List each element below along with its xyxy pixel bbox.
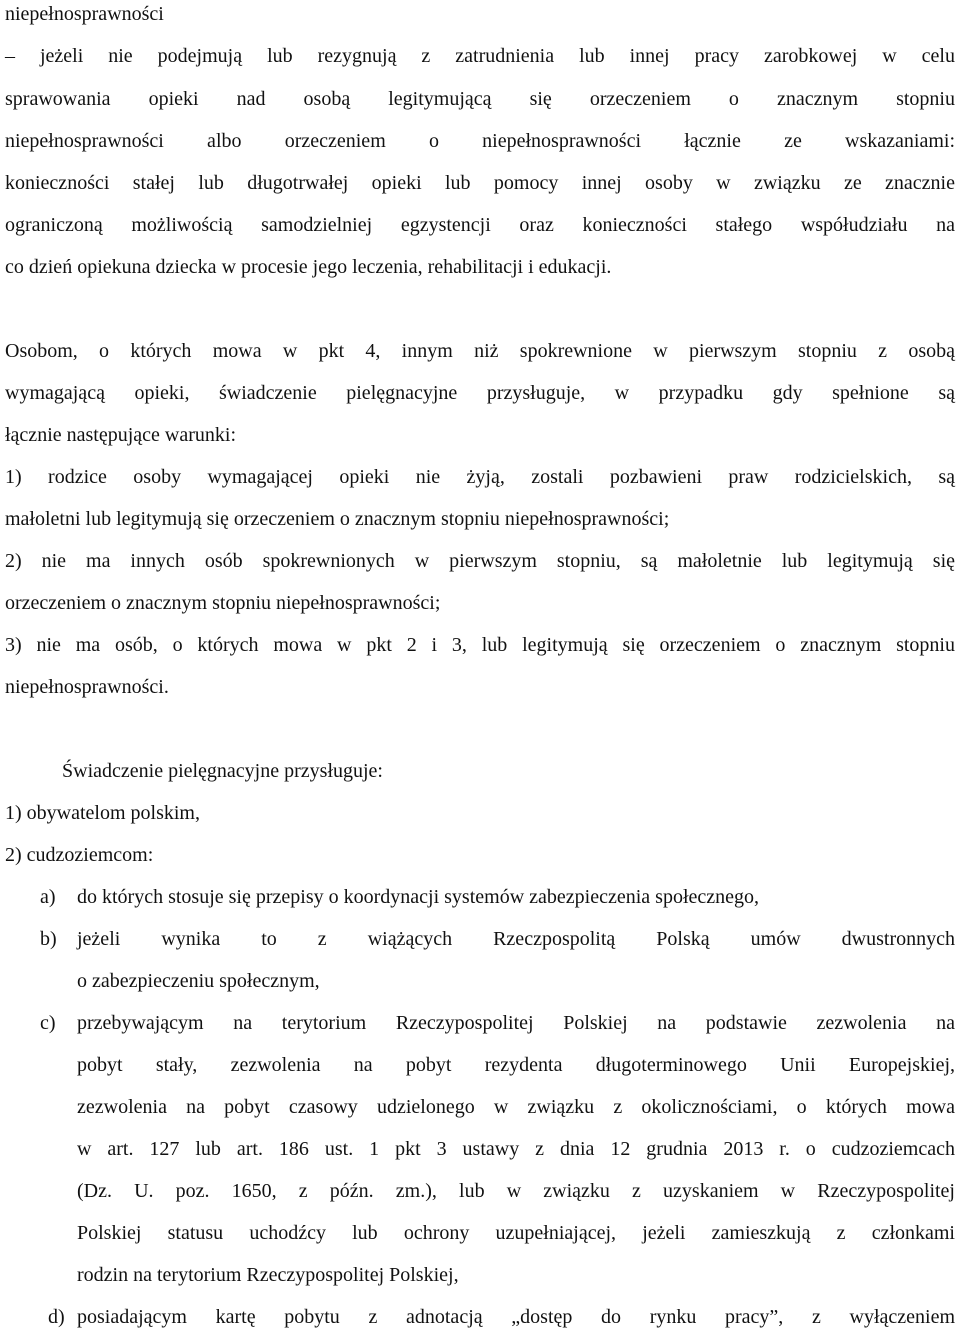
relatives-line-3: łącznie następujące warunki: (5, 424, 236, 446)
relatives-line-7: orzeczeniem o znacznym stopniu niepełnosprawności; (5, 592, 441, 614)
entitlement-item-1: 1) obywatelom polskim, (5, 802, 200, 824)
relatives-line-2: wymagającą opieki, świadczenie pielęgnacyjne przysługuje, w przypadku gdy spełnione są (5, 382, 955, 404)
sub-a-marker: a) (40, 886, 56, 908)
sub-b-marker: b) (40, 928, 57, 950)
sub-c-line-7: rodzin na terytorium Rzeczypospolitej Polskiej, (77, 1264, 459, 1286)
sub-c-line-5: (Dz. U. poz. 1650, z późn. zm.), lub w związku z uzyskaniem w Rzeczypospolitej (77, 1180, 955, 1202)
sub-c-line-4: w art. 127 lub art. 186 ust. 1 pkt 3 ustawy z dnia 12 grudnia 2013 r. o cudzoziemcach (77, 1138, 955, 1160)
sub-c-line-1: przebywającym na terytorium Rzeczypospolitej Polskiej na podstawie zezwolenia na (77, 1012, 955, 1034)
dash-line-3: niepełnosprawności albo orzeczeniem o niepełnosprawności łącznie ze wskazaniami: (5, 130, 955, 152)
sub-a-line-1: do których stosuje się przepisy o koordynacji systemów zabezpieczenia społecznego, (77, 886, 760, 908)
sub-c-line-3: zezwolenia na pobyt czasowy udzielonego w związku z okolicznościami, o których mowa (77, 1096, 955, 1118)
sub-c-line-2: pobyt stały, zezwolenia na pobyt rezydenta długoterminowego Unii Europejskiej, (77, 1054, 955, 1076)
sub-c-line-6: Polskiej statusu uchodźcy lub ochrony uzupełniającej, jeżeli zamieszkują z członkami (77, 1222, 955, 1244)
relatives-line-9: niepełnosprawności. (5, 676, 169, 698)
sub-c-marker: c) (40, 1012, 56, 1034)
dash-line-1: – jeżeli nie podejmują lub rezygnują z zatrudnienia lub innej pracy zarobkowej w celu (5, 45, 955, 67)
relatives-line-5: małoletni lub legitymują się orzeczeniem o znacznym stopniu niepełnosprawności; (5, 508, 670, 530)
relatives-line-4: 1) rodzice osoby wymagającej opieki nie żyją, zostali pozbawieni praw rodzicielskich, są (5, 466, 955, 488)
sub-d-marker: d) (48, 1306, 65, 1328)
dash-line-6: co dzień opiekuna dziecka w procesie jego leczenia, rehabilitacji i edukacji. (5, 256, 612, 278)
dash-line-4: konieczności stałej lub długotrwałej opieki lub pomocy innej osoby w związku ze znacznie (5, 172, 955, 194)
sub-b-line-1: jeżeli wynika to z wiążących Rzeczpospolitą Polską umów dwustronnych (77, 928, 955, 950)
dash-line-5: ograniczoną możliwością samodzielniej egzystencji oraz konieczności stałego współudziału na (5, 214, 955, 236)
relatives-line-6: 2) nie ma innych osób spokrewnionych w pierwszym stopniu, są małoletnie lub legitymują się (5, 550, 955, 572)
entitlement-intro: Świadczenie pielęgnacyjne przysługuje: (62, 760, 383, 782)
sub-d-line-1: posiadającym kartę pobytu z adnotacją „dostęp do rynku pracy”, z wyłączeniem (77, 1306, 955, 1328)
relatives-line-8: 3) nie ma osób, o których mowa w pkt 2 i 3, lub legitymują się orzeczeniem o znacznym stopniu (5, 634, 955, 656)
sub-b-line-2: o zabezpieczeniu społecznym, (77, 970, 320, 992)
relatives-line-1: Osobom, o których mowa w pkt 4, innym niż spokrewnione w pierwszym stopniu z osobą (5, 340, 955, 362)
entitlement-item-2: 2) cudzoziemcom: (5, 844, 154, 866)
heading-tail: niepełnosprawności (5, 3, 164, 25)
dash-line-2: sprawowania opieki nad osobą legitymującą się orzeczeniem o znacznym stopniu (5, 88, 955, 110)
